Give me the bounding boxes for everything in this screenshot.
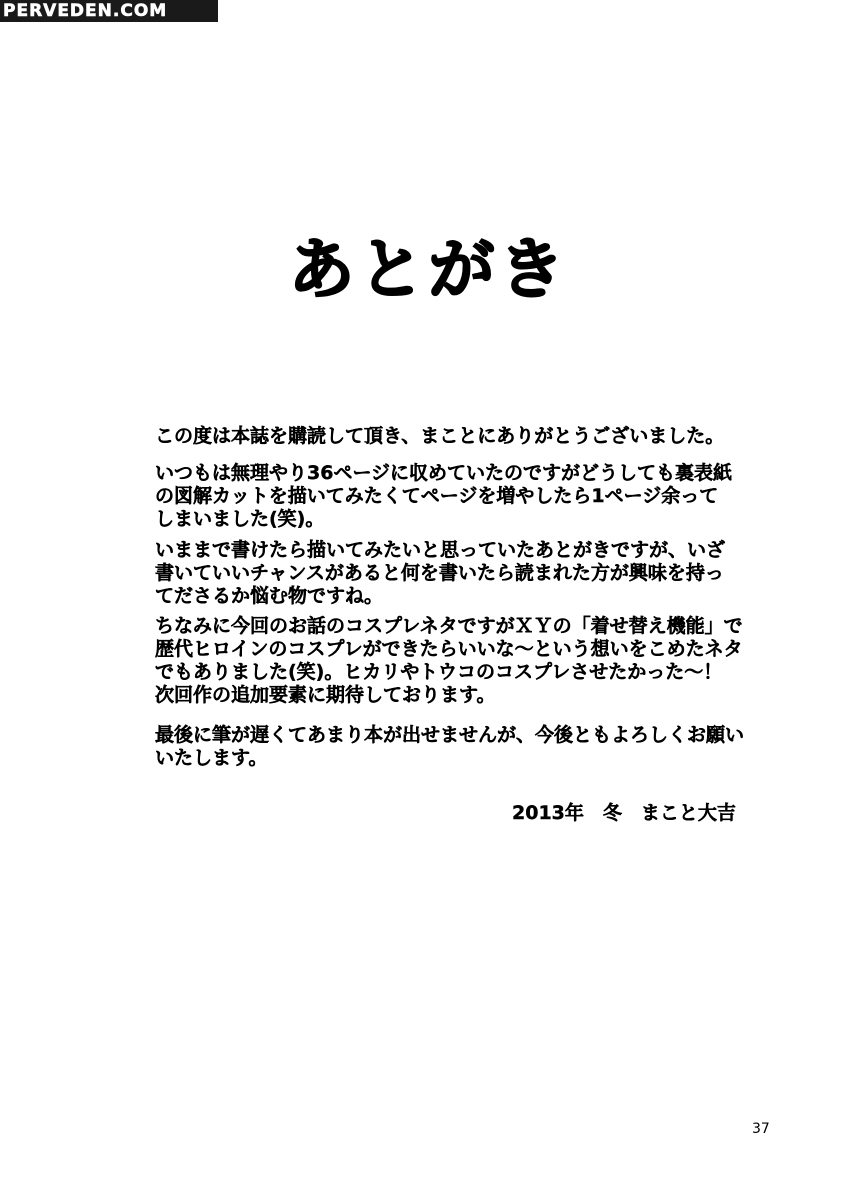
text-line: しまいました(笑)。 xyxy=(155,508,325,530)
text-line: 最後に筆が遅くてあまり本が出せませんが、今後ともよろしくお願い xyxy=(155,724,745,746)
paragraph-closing xyxy=(155,724,745,770)
text-line: いつもは無理やり36ページに収めていたのですがどうしても裏表紙 xyxy=(155,462,733,484)
text-line: ちなみに今回のお話のコスプレネタですがＸＹの「着せ替え機能」で xyxy=(155,615,743,637)
text-line: てださるか悩む物ですね。 xyxy=(155,585,384,607)
text-line: でもありました(笑)。ヒカリやトウコのコスプレさせたかった～！ xyxy=(155,661,723,683)
text-line: の図解カットを描いてみたくてページを増やしたら1ページ余って xyxy=(155,485,719,507)
watermark-logo xyxy=(0,0,218,22)
text-line: いままで書けたら描いてみたいと思っていたあとがきですが、いざ xyxy=(155,539,726,561)
author-signature: 2013年 冬 まこと大吉 xyxy=(512,802,736,824)
text-line: この度は本誌を購読して頂き、まことにありがとうございました。 xyxy=(155,425,725,447)
text-line: 書いていいチャンスがあると何を書いたら読まれた方が興味を持っ xyxy=(155,562,724,584)
watermark-text: PERVEDEN.COM xyxy=(3,1,168,21)
text-line: 次回作の追加要素に期待しております。 xyxy=(155,684,496,706)
paragraph-page-count xyxy=(155,462,735,531)
text-line: いたします。 xyxy=(155,747,268,769)
paragraph-thanks xyxy=(155,425,735,448)
text-line: 歴代ヒロインのコスプレができたらいいな～という想いをこめたネタ xyxy=(155,638,743,660)
paragraph-afterword-chance xyxy=(155,539,735,608)
page-number: 37 xyxy=(752,1121,770,1137)
paragraph-cosplay-theme xyxy=(155,615,743,707)
page-title: あとがき xyxy=(288,231,569,308)
